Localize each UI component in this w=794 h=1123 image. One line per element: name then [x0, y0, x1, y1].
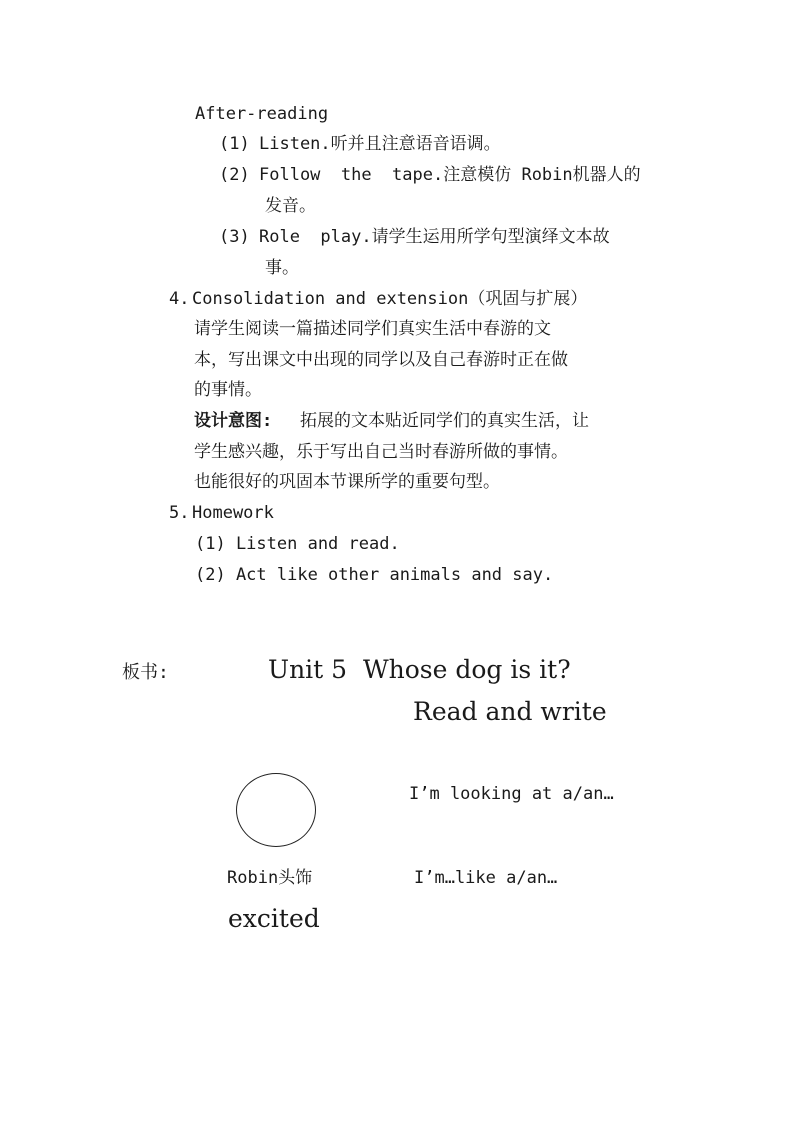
design-intent-label: 设计意图:: [194, 411, 273, 431]
board-sentence-2: I’m…like a/an…: [414, 868, 558, 888]
board-title: Unit 5 Whose dog is it?: [268, 655, 571, 684]
after-reading-item-3-text-cont: 事。: [265, 258, 299, 278]
board-label: 板书:: [122, 662, 169, 683]
after-reading-item-1-text: Listen.听并且注意语音语调。: [259, 134, 501, 154]
consolidation-heading: Consolidation and extension（巩固与扩展）: [192, 289, 588, 309]
consolidation-body-line-2: 本，写出课文中出现的同学以及自己春游时正在做: [194, 350, 568, 370]
after-reading-item-3-num: (3): [219, 227, 250, 247]
after-reading-item-2-text-cont: 发音。: [265, 196, 316, 216]
consolidation-body-line-3: 的事情。: [194, 380, 262, 400]
board-word-excited: excited: [228, 904, 320, 933]
homework-item-2: (2) Act like other animals and say.: [195, 565, 554, 585]
robin-headwear-circle: [236, 773, 316, 847]
after-reading-item-3-text: Role play.请学生运用所学句型演绎文本故: [259, 227, 610, 247]
robin-headwear-caption: Robin头饰: [227, 868, 313, 888]
board-sentence-1: I’m looking at a/an…: [409, 784, 614, 804]
board-subtitle: Read and write: [413, 697, 607, 726]
design-intent-line-3: 也能很好的巩固本节课所学的重要句型。: [194, 472, 500, 492]
design-intent-line-2: 学生感兴趣，乐于写出自己当时春游所做的事情。: [194, 442, 568, 462]
consolidation-number: 4.: [169, 289, 190, 309]
after-reading-item-1-num: (1): [219, 134, 250, 154]
homework-item-1: (1) Listen and read.: [195, 534, 400, 554]
homework-number: 5.: [169, 503, 190, 523]
after-reading-heading: After-reading: [195, 104, 329, 124]
consolidation-body-line-1: 请学生阅读一篇描述同学们真实生活中春游的文: [194, 319, 551, 339]
after-reading-item-2-num: (2): [219, 165, 250, 185]
after-reading-item-2-text: Follow the tape.注意模仿 Robin机器人的: [259, 165, 641, 185]
homework-heading: Homework: [192, 503, 274, 523]
design-intent-line-1: 拓展的文本贴近同学们的真实生活，让: [300, 411, 589, 431]
